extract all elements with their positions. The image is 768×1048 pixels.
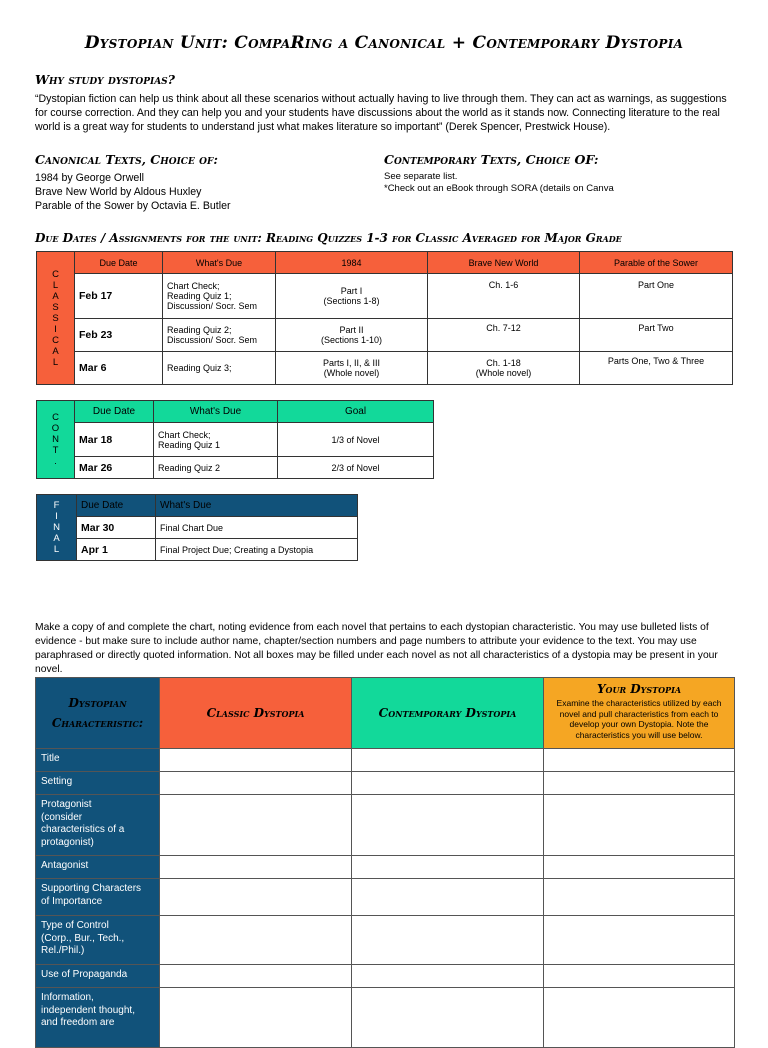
chart-row — [36, 772, 735, 795]
table-row — [37, 517, 358, 539]
row-label: Setting — [36, 772, 160, 795]
classic-header: Classic Dystopia — [160, 678, 352, 749]
classical-side-label: C L A S S I C A L — [37, 252, 75, 385]
your-dystopia-cell[interactable] — [544, 856, 735, 879]
cont-table — [36, 400, 434, 479]
chart-row — [36, 965, 735, 988]
your-dystopia-cell[interactable] — [544, 749, 735, 772]
your-dystopia-cell[interactable] — [544, 965, 735, 988]
contemporary-cell[interactable] — [352, 749, 544, 772]
table-row — [37, 457, 434, 479]
table-row — [37, 319, 733, 352]
cell: Parts One, Two & Three — [580, 352, 733, 385]
row-label: Antagonist — [36, 856, 160, 879]
why-heading: Why study dystopias? — [35, 72, 175, 87]
canonical-heading: Canonical Texts, Choice of: — [35, 152, 219, 167]
chart-row — [36, 749, 735, 772]
col-header: Brave New World — [428, 252, 580, 274]
classic-cell[interactable] — [160, 988, 352, 1048]
row-label: Supporting Characters of Importance — [36, 879, 160, 916]
contemporary-cell[interactable] — [352, 772, 544, 795]
due-date: Mar 18 — [75, 423, 154, 457]
classical-table — [36, 251, 733, 385]
chart-row — [36, 879, 735, 916]
cell: Part I (Sections 1-8) — [276, 274, 428, 319]
contemporary-header: Contemporary Dystopia — [352, 678, 544, 749]
cell: Ch. 1-6 — [428, 274, 580, 319]
your-dystopia-title: Your Dystopia — [596, 682, 682, 696]
classic-cell[interactable] — [160, 916, 352, 965]
cont-side-label: C O N T . — [37, 401, 75, 479]
whats-due: Reading Quiz 2; Discussion/ Socr. Sem — [163, 319, 276, 352]
contemporary-cell[interactable] — [352, 856, 544, 879]
contemporary-cell[interactable] — [352, 965, 544, 988]
chart-row — [36, 988, 735, 1048]
final-side-label: F I N A L — [37, 495, 77, 561]
classic-cell[interactable] — [160, 795, 352, 856]
contemporary-cell[interactable] — [352, 916, 544, 965]
chart-row — [36, 856, 735, 879]
due-date: Mar 26 — [75, 457, 154, 479]
col-header: What's Due — [154, 401, 278, 423]
col-header: What's Due — [163, 252, 276, 274]
contemporary-cell[interactable] — [352, 879, 544, 916]
table-row — [37, 352, 733, 385]
whats-due: Reading Quiz 3; — [163, 352, 276, 385]
classic-cell[interactable] — [160, 965, 352, 988]
contemporary-heading: Contemporary Texts, Choice OF: — [384, 152, 599, 167]
canonical-item: Parable of the Sower by Octavia E. Butler — [35, 200, 231, 212]
contemporary-item: *Check out an eBook through SORA (details on Canva — [384, 183, 614, 194]
canonical-item: Brave New World by Aldous Huxley — [35, 186, 202, 198]
contemporary-cell[interactable] — [352, 795, 544, 856]
due-date: Apr 1 — [77, 539, 156, 561]
due-date: Mar 6 — [75, 352, 163, 385]
your-dystopia-cell[interactable] — [544, 772, 735, 795]
col-header: Goal — [278, 401, 434, 423]
goal: 2/3 of Novel — [278, 457, 434, 479]
contemporary-item: See separate list. — [384, 171, 458, 182]
due-dates-heading: Due Dates / Assignments for the unit: Reading Quizzes 1-3 for Classic Averaged for Major Grade — [35, 231, 622, 245]
your-dystopia-header — [544, 678, 735, 749]
col-header: What's Due — [156, 495, 358, 517]
cell: Part One — [580, 274, 733, 319]
col-header: Due Date — [75, 252, 163, 274]
final-table — [36, 494, 358, 561]
row-label: Type of Control (Corp., Bur., Tech., Rel./Phil.) — [36, 916, 160, 965]
row-label: Title — [36, 749, 160, 772]
classic-cell[interactable] — [160, 879, 352, 916]
page-title: Dystopian Unit: CompaRing a Canonical + Contemporary Dystopia — [84, 33, 684, 53]
your-dystopia-cell[interactable] — [544, 795, 735, 856]
whats-due: Reading Quiz 2 — [154, 457, 278, 479]
col-header: Parable of the Sower — [580, 252, 733, 274]
classic-cell[interactable] — [160, 856, 352, 879]
table-row — [37, 539, 358, 561]
chart-row — [36, 795, 735, 856]
contemporary-list — [384, 171, 724, 195]
canonical-list — [35, 171, 355, 213]
canonical-item: 1984 by George Orwell — [35, 172, 144, 184]
characteristics-chart — [35, 677, 735, 1048]
row-label: Protagonist (consider characteristics of a protagonist) — [36, 795, 160, 856]
row-label: Information, independent thought, and freedom are — [36, 988, 160, 1048]
goal: 1/3 of Novel — [278, 423, 434, 457]
whats-due: Final Chart Due — [156, 517, 358, 539]
chart-row — [36, 916, 735, 965]
whats-due: Chart Check; Reading Quiz 1 — [154, 423, 278, 457]
cell: Ch. 1-18 (Whole novel) — [428, 352, 580, 385]
classic-cell[interactable] — [160, 749, 352, 772]
row-label: Use of Propaganda — [36, 965, 160, 988]
why-paragraph: “Dystopian fiction can help us think about all these scenarios without actually having to live through them. They can act as warnings, as suggestions for course correction. And they can help you and your students have discussions about the world as it stands now. Connecting literature to the real world is a great way for students to understand just what makes literature so important” (Derek Spencer, Prestwick House). — [35, 93, 727, 133]
col-header: Due Date — [77, 495, 156, 517]
col-header: Due Date — [75, 401, 154, 423]
your-dystopia-cell[interactable] — [544, 879, 735, 916]
table-row — [37, 423, 434, 457]
your-dystopia-cell[interactable] — [544, 988, 735, 1048]
col-header: 1984 — [276, 252, 428, 274]
characteristic-header: Dystopian Characteristic: — [36, 678, 160, 749]
table-row — [37, 274, 733, 319]
due-date: Feb 17 — [75, 274, 163, 319]
cell: Parts I, II, & III (Whole novel) — [276, 352, 428, 385]
cell: Ch. 7-12 — [428, 319, 580, 352]
classic-cell[interactable] — [160, 772, 352, 795]
chart-instructions: Make a copy of and complete the chart, noting evidence from each novel that pertains to each dystopian characteristic. You may use bulleted lists of evidence - but make sure to include author name, chapter/section numbers and page numbers to attribute your evidence to the text. You may use paraphrased or directly quoted information. Not all boxes may be filled under each novel as not all characteristics of a dystopia may be present in your novel. — [35, 622, 718, 675]
whats-due: Chart Check; Reading Quiz 1; Discussion/ Socr. Sem — [163, 274, 276, 319]
contemporary-cell[interactable] — [352, 988, 544, 1048]
cell: Part II (Sections 1-10) — [276, 319, 428, 352]
cell: Part Two — [580, 319, 733, 352]
due-date: Mar 30 — [77, 517, 156, 539]
your-dystopia-cell[interactable] — [544, 916, 735, 965]
your-dystopia-note: Examine the characteristics utilized by each novel and pull characteristics from each to develop your own Dystopia. Note the characteristics you will use below. — [556, 698, 722, 740]
whats-due: Final Project Due; Creating a Dystopia — [156, 539, 358, 561]
due-date: Feb 23 — [75, 319, 163, 352]
